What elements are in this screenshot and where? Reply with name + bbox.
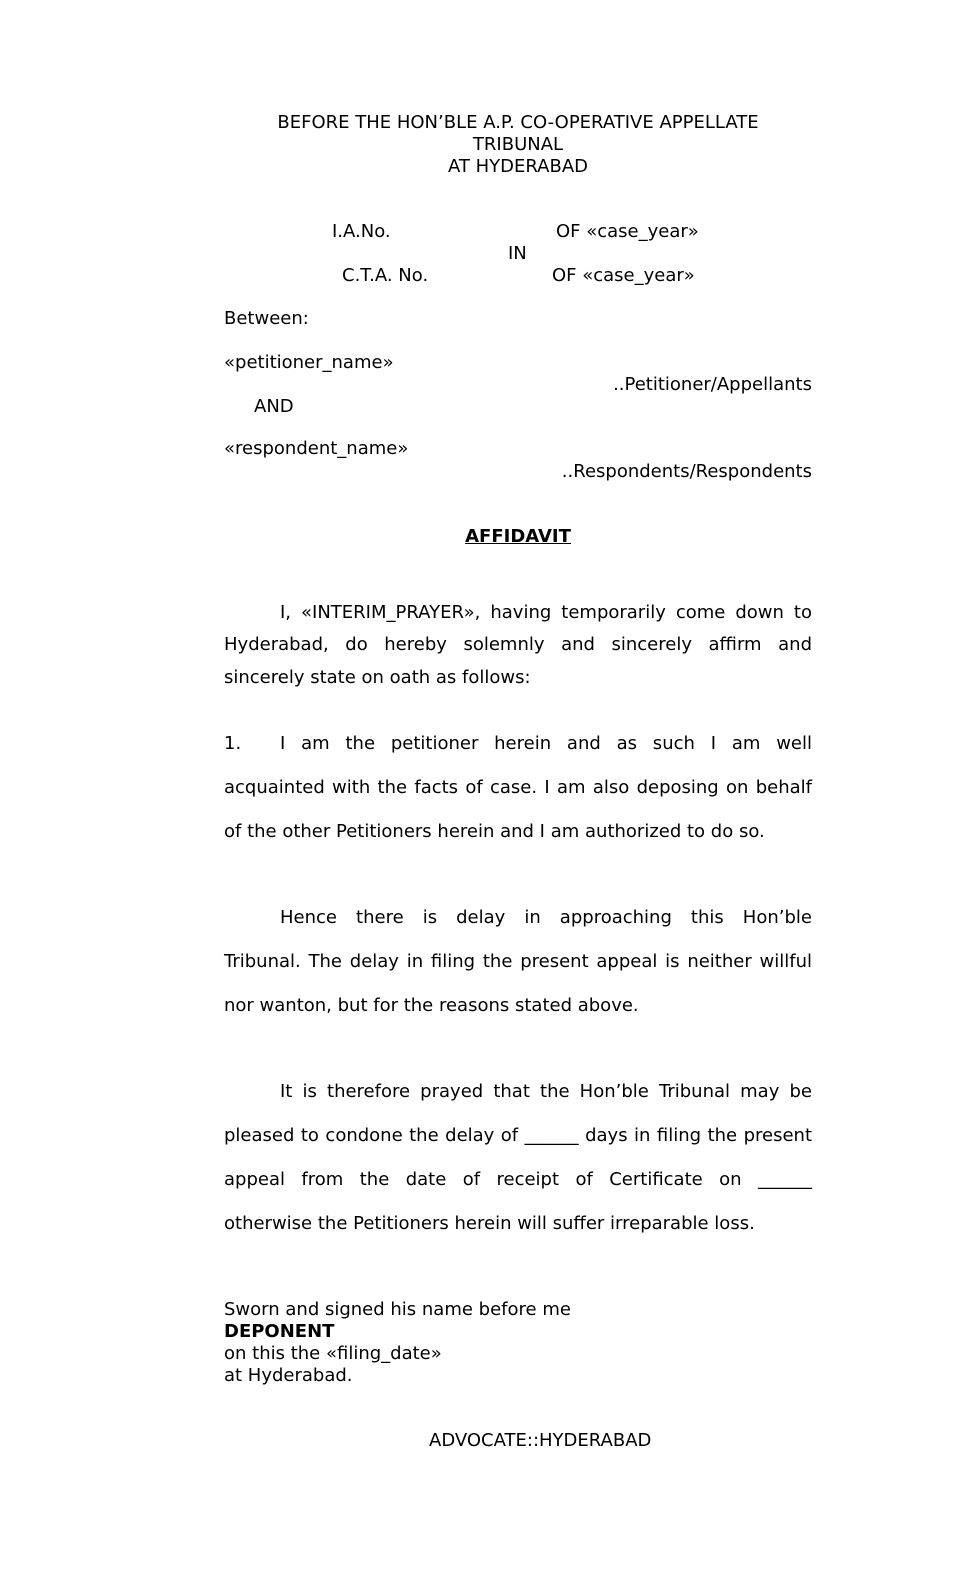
point-1-line-3: of the other Petitioners herein and I am authorized to do so. [224, 821, 765, 842]
in-label: IN [508, 243, 527, 264]
intro-line-1: I, «INTERIM_PRAYER», having temporarily come down to [280, 602, 812, 623]
ia-case-year: OF «case_year» [556, 221, 699, 242]
cta-number-label: C.T.A. No. [342, 265, 429, 286]
sworn-statement: Sworn and signed his name before me [224, 1299, 571, 1320]
court-location: AT HYDERABAD [447, 156, 588, 177]
point-1-line-1: I am the petitioner herein and as such I am well [280, 733, 812, 754]
signing-place: at Hyderabad. [224, 1365, 353, 1386]
intro-line-3: sincerely state on oath as follows: [224, 667, 531, 688]
delay-line-1: Hence there is delay in approaching this Hon’ble [280, 907, 812, 928]
delay-line-3: nor wanton, but for the reasons stated above. [224, 995, 639, 1016]
ia-number-label: I.A.No. [332, 221, 391, 242]
filing-date-line: on this the «filing_date» [224, 1343, 442, 1364]
court-title-line1: BEFORE THE HON’BLE A.P. CO-OPERATIVE APPELLATE [277, 112, 759, 133]
intro-line-2: Hyderabad, do hereby solemnly and sincerely affirm and [224, 634, 812, 655]
document-title: AFFIDAVIT [465, 526, 571, 547]
respondent-name: «respondent_name» [224, 438, 409, 459]
prayer-line-3: appeal from the date of receipt of Certificate on ______ [224, 1169, 812, 1190]
delay-line-2: Tribunal. The delay in filing the present appeal is neither willful [224, 951, 812, 972]
respondent-role: ..Respondents/Respondents [561, 461, 812, 482]
prayer-line-1: It is therefore prayed that the Hon’ble Tribunal may be [280, 1081, 812, 1102]
deponent-label: DEPONENT [224, 1321, 335, 1342]
between-label: Between: [224, 308, 309, 329]
cta-case-year: OF «case_year» [552, 265, 695, 286]
point-1-number: 1. [224, 733, 242, 754]
and-label: AND [254, 396, 294, 417]
petitioner-role: ..Petitioner/Appellants [613, 374, 812, 395]
prayer-line-2: pleased to condone the delay of ______ days in filing the present [224, 1125, 812, 1146]
court-title-line2: TRIBUNAL [472, 134, 564, 155]
prayer-line-4: otherwise the Petitioners herein will suffer irreparable loss. [224, 1213, 755, 1234]
advocate-signature: ADVOCATE::HYDERABAD [429, 1430, 652, 1451]
point-1-line-2: acquainted with the facts of case. I am also deposing on behalf [224, 777, 812, 798]
petitioner-name: «petitioner_name» [224, 352, 394, 373]
